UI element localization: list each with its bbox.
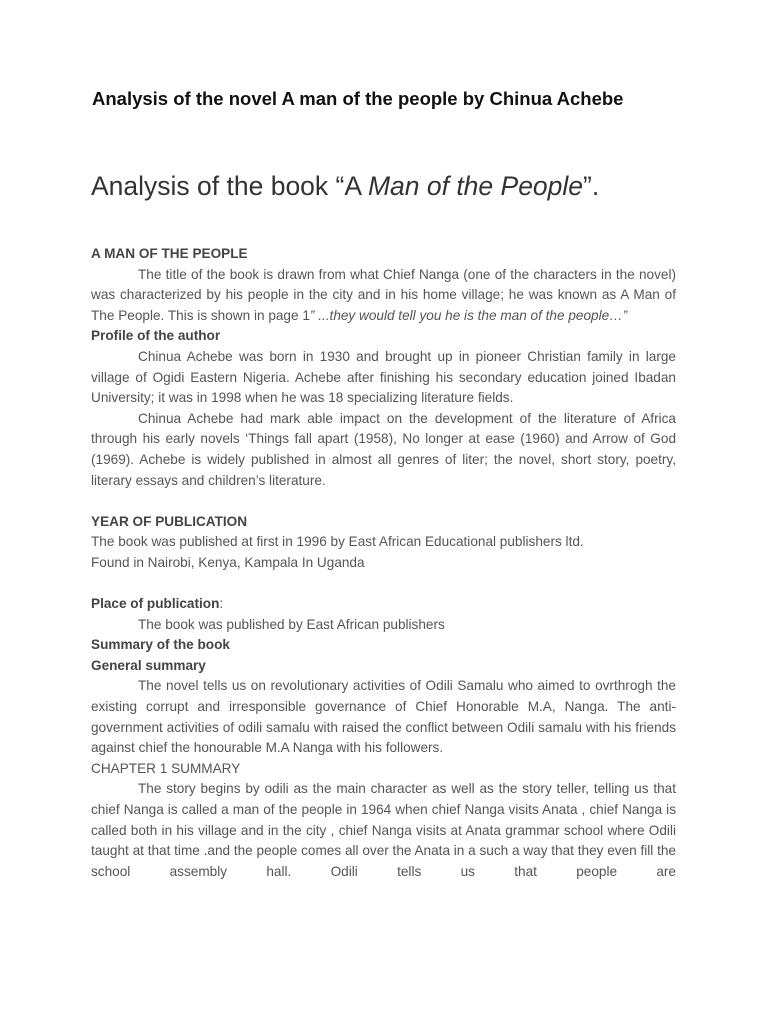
place-heading-colon: : [219, 596, 224, 612]
book-heading [91, 170, 711, 202]
section-heading-summary: Summary of the book [91, 637, 230, 653]
spacer [91, 574, 676, 595]
year-publication-line-2: Found in Nairobi, Kenya, Kampala In Uganda [91, 554, 365, 570]
paragraph-general-summary: The novel tells us on revolutionary activities of Odili Samalu who aimed to ovrthrogh the existing corrupt and irresponsible governance of Chief Honorable M.A, Nanga. The anti-government activities of odili samalu with raised the conflict between Odili samalu with his friends against chief the honourable M.A Nanga with his followers. [91, 678, 676, 756]
place-heading-label: Place of publication [91, 596, 220, 612]
spacer [91, 491, 676, 512]
paragraph-title-origin-text: The title of the book is drawn from what Chief Nanga (one of the characters in the novel) was characterized by his people in the city and in his home village; he was known as A Man of The People. This is shown in page 1 [91, 266, 676, 323]
paragraph-author-impact: Chinua Achebe had mark able impact on the development of the literature of Africa through his early novels ‘Things fall apart (1958), No longer at ease (1960) and Arrow of God (1969). Achebe is widely published in almost all genres of liter; the novel, short story, poetry, literary essays and children’s literature. [91, 410, 676, 488]
paragraph-title-origin-quote: ” ...they would tell you he is the man of the people…” [309, 307, 628, 323]
section-heading-man-of-the-people: A MAN OF THE PEOPLE [91, 246, 248, 261]
place-of-publication-text: The book was published by East African publishers [138, 616, 445, 632]
year-publication-line-1: The book was published at first in 1996 by East African Educational publishers ltd. [91, 534, 584, 550]
chapter-1-summary-heading: CHAPTER 1 SUMMARY [91, 760, 241, 776]
paragraph-title-origin [91, 265, 676, 327]
paragraph-author-birth: Chinua Achebe was born in 1930 and brought up in pioneer Christian family in large village of Ogidi Eastern Nigeria. Achebe after finishing his secondary education joined Ibadan University; it was in 1998 when he was 18 specializing literature fields. [91, 348, 676, 406]
place-of-publication-heading [91, 594, 676, 615]
section-heading-general-summary: General summary [91, 657, 206, 673]
section-heading-year-of-publication: YEAR OF PUBLICATION [91, 513, 248, 529]
book-heading-prefix: Analysis of the book “A [91, 171, 368, 201]
book-heading-suffix: ”. [583, 171, 600, 201]
paragraph-chapter-1-summary: The story begins by odili as the main character as well as the story teller, telling us that chief Nanga is called a man of the people in 1964 when chief Nanga visits Anata , chief Nanga is called both in his village and in the city , chief Nanga visits at Anata grammar school where Odili taught at that time .and the people comes all over the Anata in a such a way that they even fill the school assembly hall. Odili tells us that people are [91, 781, 676, 879]
book-heading-title: Man of the People [367, 171, 584, 201]
document-title: Analysis of the novel A man of the people by Chinua Achebe [92, 88, 624, 109]
document-body [91, 244, 676, 882]
section-heading-author-profile: Profile of the author [91, 328, 221, 344]
